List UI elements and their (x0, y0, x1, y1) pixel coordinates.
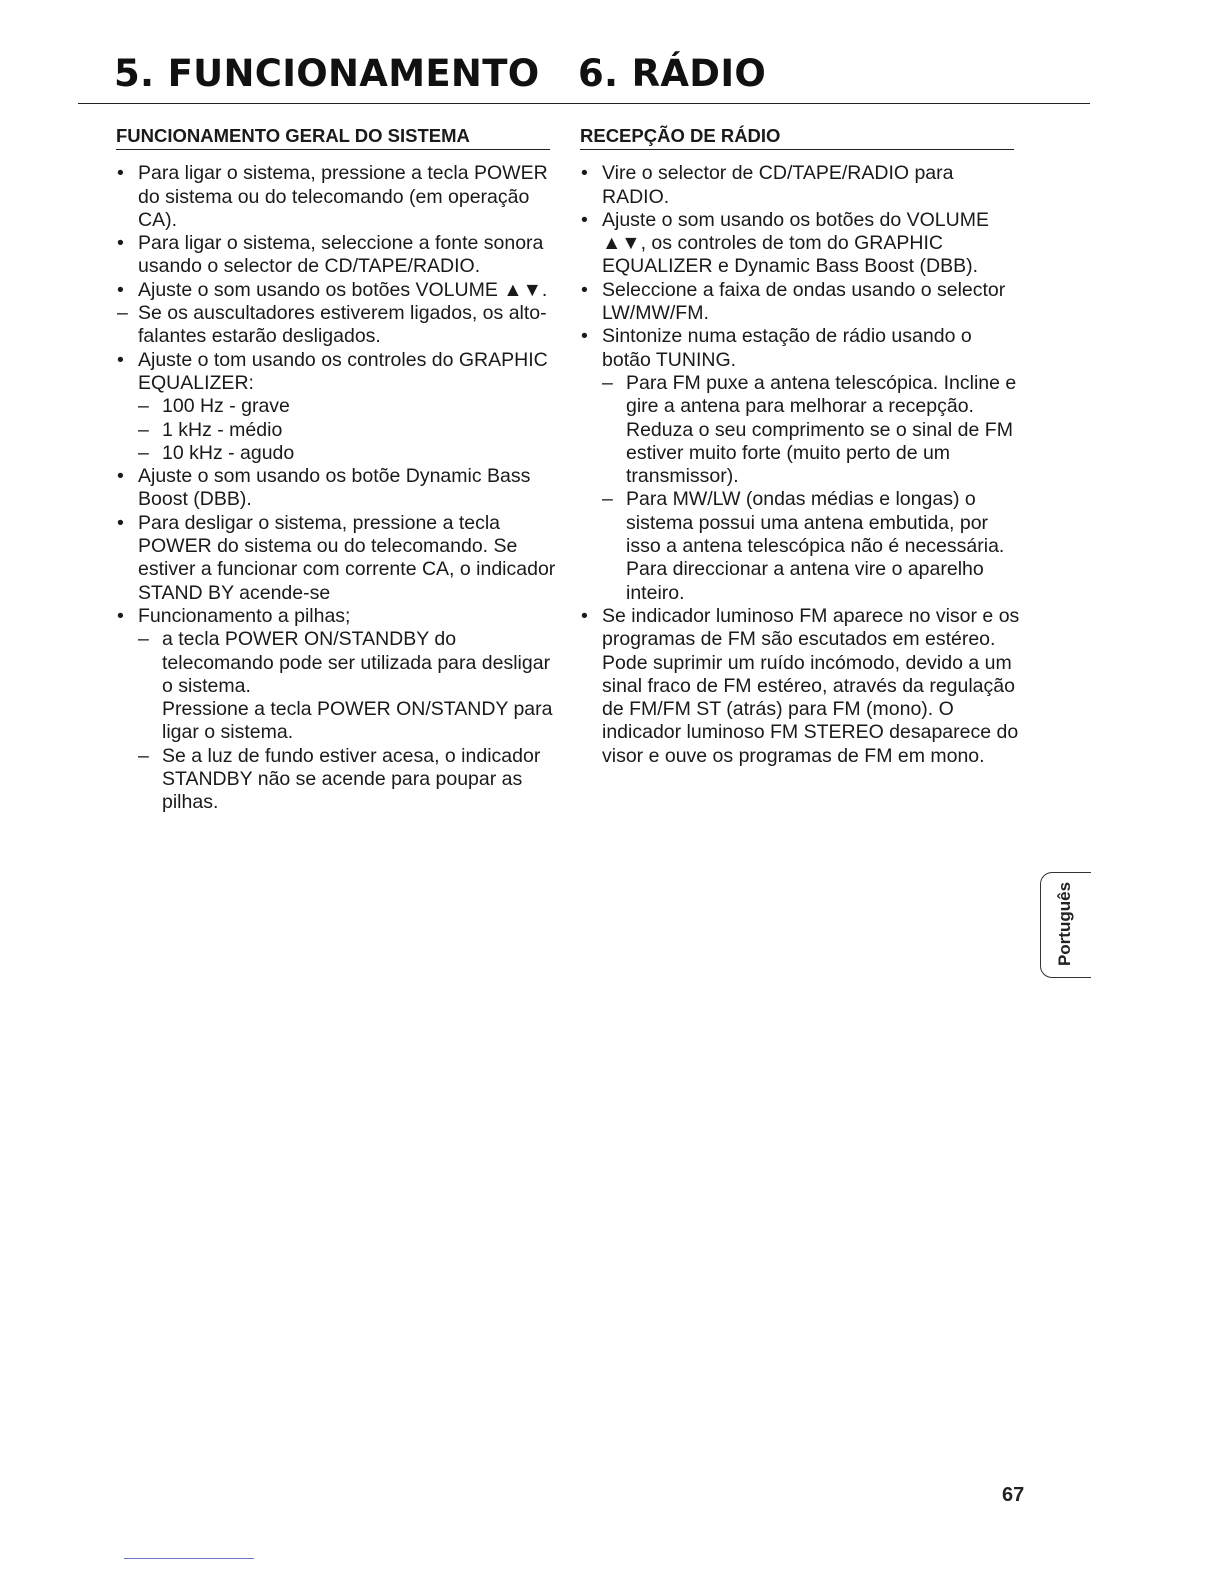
antenna-notes-list (602, 372, 1020, 605)
sub-list-item: – 100 Hz - grave (138, 395, 556, 418)
general-operation-list (116, 162, 556, 814)
list-item: • Para ligar o sistema, pressione a tecla POWER do sistema ou do telecomando (em operação CA). (116, 162, 556, 232)
language-tab (1036, 868, 1092, 980)
sub-list-item: – Para MW/LW (ondas médias e longas) o sistema possui uma antena embutida, por isso a antena telescópica não é necessária. Para direccionar a antena vire o aparelho inteiro. (602, 488, 1020, 604)
list-item-text: Sintonize numa estação de rádio usando o botão TUNING. (602, 325, 972, 371)
list-item: – Se os auscultadores estiverem ligados, os alto-falantes estarão desligados. (116, 302, 556, 349)
general-operation-heading: FUNCIONAMENTO GERAL DO SISTEMA (116, 124, 550, 150)
list-item (116, 605, 556, 815)
sub-list-item: – Para FM puxe a antena telescópica. Incline e gire a antena para melhorar a recepção. Reduza o seu comprimento se o sinal de FM estiver muito forte (muito perto de um transmissor). (602, 372, 1020, 488)
sub-list-item: – Se a luz de fundo estiver acesa, o indicador STANDBY não se acende para poupar as pilhas. (138, 745, 556, 815)
list-item: • Ajuste o som usando os botõe Dynamic Bass Boost (DBB). (116, 465, 556, 512)
list-item: • Vire o selector de CD/TAPE/RADIO para RADIO. (580, 162, 1020, 209)
sub-list-item: – 10 kHz - agudo (138, 442, 556, 465)
radio-reception-list (580, 162, 1020, 768)
radio-section (580, 124, 1020, 768)
list-item-text: Funcionamento a pilhas; (138, 604, 351, 627)
list-item: • Para desligar o sistema, pressione a tecla POWER do sistema ou do telecomando. Se estiver a funcionar com corrente CA, o indicador STAND BY acende-se (116, 512, 556, 605)
list-item (116, 349, 556, 465)
sub-list-item-continuation: Pressione a tecla POWER ON/STANDY para ligar o sistema. (162, 698, 553, 744)
list-item-text: Ajuste o tom usando os controles do GRAPHIC EQUALIZER: (138, 348, 548, 394)
chapter-6-title: 6. RÁDIO (578, 52, 767, 95)
sub-list-item: – 1 kHz - médio (138, 419, 556, 442)
page-number: 67 (1002, 1484, 1025, 1506)
sub-list-item (138, 628, 556, 744)
language-tab-label: Português (1055, 881, 1074, 967)
list-item: • Se indicador luminoso FM aparece no visor e os programas de FM são escutados em estéreo. Pode suprimir um ruído incómodo, devido a um sinal fraco de FM estéreo, através da regulação de FM/FM ST (atrás) para FM (mono). O indicador luminoso FM STEREO desaparece do visor e ouve os programas de FM em mono. (580, 605, 1020, 768)
equalizer-bands-list (138, 395, 556, 465)
list-item (580, 325, 1020, 605)
list-item: • Ajuste o som usando os botões do VOLUME ▲▼, os controles de tom do GRAPHIC EQUALIZER e Dynamic Bass Boost (DBB). (580, 209, 1020, 279)
list-item: • Para ligar o sistema, seleccione a fonte sonora usando o selector de CD/TAPE/RADIO. (116, 232, 556, 279)
radio-reception-heading: RECEPÇÃO DE RÁDIO (580, 124, 1014, 150)
chapter-5-title: 5. FUNCIONAMENTO (114, 52, 540, 95)
battery-operation-list (138, 628, 556, 814)
list-item: • Ajuste o som usando os botões VOLUME ▲▼. (116, 279, 556, 302)
list-item: • Seleccione a faixa de ondas usando o selector LW/MW/FM. (580, 279, 1020, 326)
sub-list-item-text: a tecla POWER ON/STANDBY do telecomando pode ser utilizada para desligar o sistema. (162, 628, 551, 697)
title-divider (78, 103, 1090, 104)
footer-mark (124, 1558, 254, 1559)
operation-section (116, 124, 556, 815)
